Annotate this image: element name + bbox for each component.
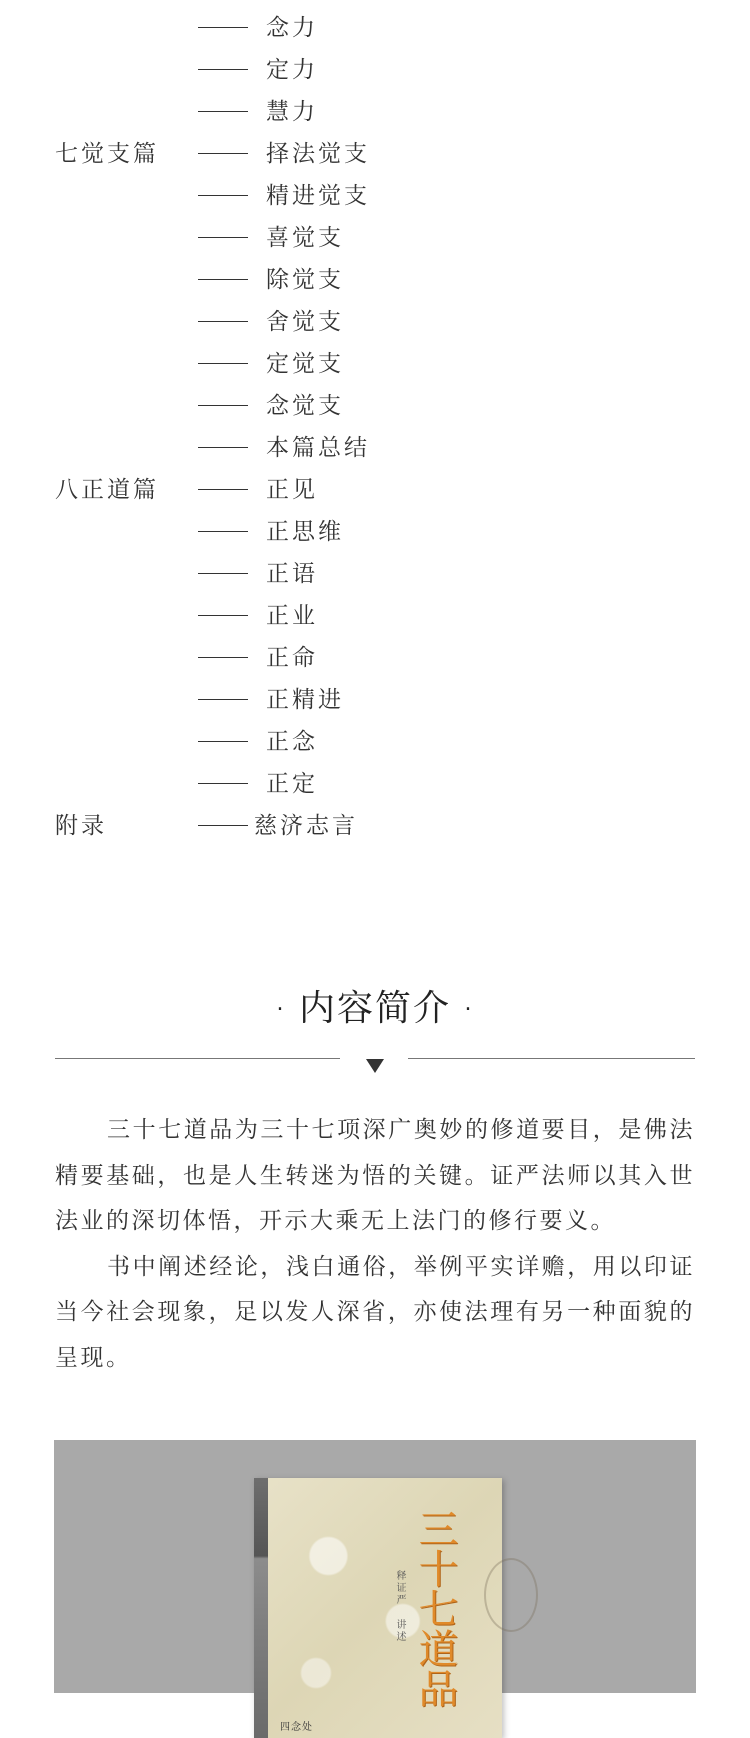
toc-row [0, 131, 750, 177]
toc-row [0, 467, 750, 513]
toc-dash [198, 551, 248, 597]
toc-row [0, 719, 750, 765]
toc-title: 除觉支 [266, 267, 344, 293]
toc-dash [198, 383, 248, 429]
toc-dash [198, 425, 248, 471]
toc-dash [198, 467, 248, 513]
toc-title: 慧力 [266, 99, 318, 125]
book-publisher: 四念处 [280, 1722, 313, 1733]
toc-row [0, 803, 750, 849]
toc-title: 正精进 [266, 687, 344, 713]
toc-title: 正见 [266, 477, 318, 503]
toc-row [0, 551, 750, 597]
toc-row [0, 509, 750, 555]
toc-row [0, 677, 750, 723]
toc-title: 念觉支 [266, 393, 344, 419]
toc-title: 正思维 [266, 519, 344, 545]
toc-dash [198, 173, 248, 219]
toc-dash [198, 257, 248, 303]
toc-dash [198, 5, 248, 51]
toc-dash [198, 89, 248, 135]
intro-text [55, 1108, 695, 1381]
toc-title: 定觉支 [266, 351, 344, 377]
toc-dash [198, 131, 248, 177]
toc-row [0, 635, 750, 681]
toc-dash [198, 677, 248, 723]
toc-dash [198, 593, 248, 639]
toc-dash [198, 299, 248, 345]
toc-row [0, 761, 750, 807]
toc-row [0, 341, 750, 387]
toc-title: 本篇总结 [266, 435, 370, 461]
toc-row [0, 215, 750, 261]
toc-title: 择法觉支 [266, 141, 370, 167]
toc-dash [198, 509, 248, 555]
toc-title: 定力 [266, 57, 318, 83]
toc-row [0, 593, 750, 639]
toc-dash [198, 47, 248, 93]
intro-paragraph: 三十七道品为三十七项深广奥妙的修道要目，是佛法精要基础，也是人生转迷为悟的关键。证严法师以其入世法业的深切体悟，开示大乘无上法门的修行要义。 [55, 1117, 695, 1234]
toc-dash [198, 635, 248, 681]
cover-ornament [484, 1558, 538, 1632]
toc-row [0, 257, 750, 303]
heading-dot: · [276, 997, 286, 1023]
toc-dash [198, 215, 248, 261]
section-heading [0, 980, 750, 1031]
toc-part: 七觉支篇 [55, 141, 159, 167]
toc-row [0, 89, 750, 135]
toc-row [0, 425, 750, 471]
toc-part: 八正道篇 [55, 477, 159, 503]
toc-row [0, 299, 750, 345]
toc-title: 正命 [266, 645, 318, 671]
book-author: 释证严 讲述 [394, 1570, 405, 1643]
book-cover-panel [54, 1440, 696, 1733]
toc-title: 念力 [266, 15, 318, 41]
toc-dash [198, 761, 248, 807]
triangle-down-icon [366, 1059, 384, 1073]
book-title: 三十七道品 [412, 1508, 458, 1708]
heading-dot: · [464, 997, 474, 1023]
section-title: 内容简介 [298, 988, 451, 1029]
toc-row [0, 383, 750, 429]
divider-line [55, 1058, 340, 1059]
book-spine [254, 1478, 268, 1738]
toc-title: 正业 [266, 603, 318, 629]
toc-row [0, 47, 750, 93]
toc-row [0, 5, 750, 51]
toc-title: 正定 [266, 771, 318, 797]
toc-dash [198, 803, 248, 849]
toc-title: 舍觉支 [266, 309, 344, 335]
toc-dash [198, 719, 248, 765]
toc-title: 喜觉支 [266, 225, 344, 251]
toc-title: 正语 [266, 561, 318, 587]
divider-line [408, 1058, 695, 1059]
toc-title: 慈济志言 [254, 813, 358, 839]
toc-title: 精进觉支 [266, 183, 370, 209]
toc-row [0, 173, 750, 219]
toc-title: 正念 [266, 729, 318, 755]
toc-dash [198, 341, 248, 387]
intro-paragraph: 书中阐述经论，浅白通俗，举例平实详赡，用以印证当今社会现象，足以发人深省，亦使法理有另一种面貌的呈现。 [55, 1253, 695, 1371]
book-cover-image [254, 1478, 502, 1738]
toc-part: 附录 [55, 813, 107, 839]
